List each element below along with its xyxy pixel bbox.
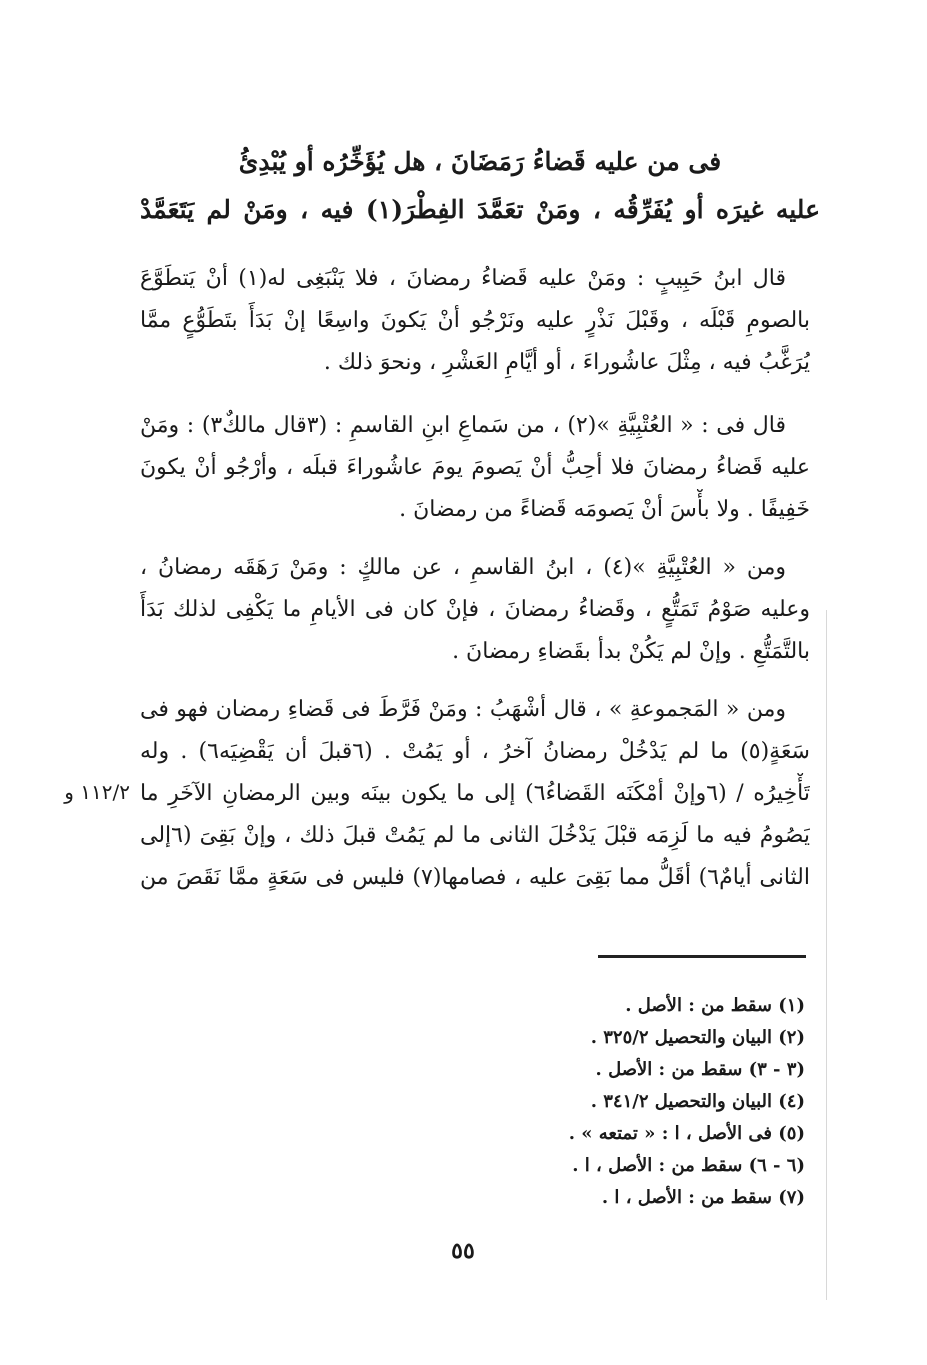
text-line: عليه قَضاءُ رمضانَ فلا أحِبُّ أنْ يَصومَ يومَ عاشُوراءَ قبلَه ، وأرْجُو أنْ يكونَ bbox=[140, 455, 810, 480]
footnote-item: (٤) البيان والتحصيل ٣٤١/٢ . bbox=[590, 1091, 805, 1112]
chapter-heading-line-2: عليه غيرَه أو يُفَرِّقُه ، ومَنْ تعَمَّدَ الفِطْرَ(١) فيه ، ومَنْ لم يَتَعَمَّدْ bbox=[140, 195, 820, 224]
paragraph-1 bbox=[140, 258, 810, 384]
text-line: تَأْخِيرُه / (٦وإنْ أمْكَنَه القَضاءُ٦) إلى ما يكون بينَه وبين الرمضانِ الآخَرِ ما bbox=[140, 781, 810, 806]
text-line: ومن « المَجموعةِ » ، قال أشْهَبُ : ومَنْ فَرَّطَ فى قَضاءِ رمضان فهو فى bbox=[140, 697, 786, 722]
text-line: الثانى أيامٌ٦) أقَلُّ مما بَقِىَ عليه ، فصامها(٧) فليس فى سَعَةٍ ممَّا نَقَصَ من bbox=[140, 865, 810, 890]
paragraph-2 bbox=[140, 405, 810, 531]
paragraph-3 bbox=[140, 547, 810, 673]
manuscript-folio-reference: ١١٢/٢ و bbox=[64, 780, 130, 804]
text-line: قال فى : « العُتْبِيَّةِ »(٢) ، من سَماعِ ابنِ القاسمِ : (٣قال مالكٌ٣) : ومَنْ bbox=[140, 413, 786, 438]
footnote-item: (٥) فى الأصل ، ا : « تمتعه » . bbox=[568, 1123, 805, 1144]
page-edge-line bbox=[826, 610, 827, 1300]
paragraph-4 bbox=[140, 689, 810, 899]
footnote-item: (٦ - ٦) سقط من : الأصل ، ا . bbox=[572, 1155, 805, 1176]
footnote-item: (١) سقط من : الأصل . bbox=[625, 995, 805, 1016]
footnote-item: (٢) البيان والتحصيل ٣٢٥/٢ . bbox=[590, 1027, 805, 1048]
text-line: قال ابنُ حَبِيبٍ : ومَنْ عليه قَضاءُ رمضانَ ، فلا يَنْبَغِى له(١) أنْ يَتطَوَّعَ bbox=[140, 266, 786, 291]
text-line: وعليه صَوْمُ تَمَتُّعٍ ، وقَضاءُ رمضانَ ، فإنْ كان فى الأيامِ ما يَكْفِى لذلك بَدَأَ bbox=[140, 597, 810, 622]
page-number: ٥٥ bbox=[451, 1238, 475, 1264]
footnote-item: (٧) سقط من : الأصل ، ا . bbox=[601, 1187, 805, 1208]
footnotes bbox=[440, 990, 805, 1214]
chapter-heading-line-1: فى من عليه قَضاءُ رَمَضَانَ ، هل يُؤَخِّرُه أو يُبْدِئُ bbox=[238, 147, 722, 176]
text-line: ومن « العُتْبِيَّةِ »(٤) ، ابنُ القاسمِ ، عن مالكٍ : ومَنْ رَهَقَه رمضانُ ، bbox=[140, 555, 787, 580]
text-line: بالتَّمَتُّعِ . وإنْ لم يَكُنْ بدأ بقَضاءِ رمضانَ . bbox=[452, 639, 810, 664]
text-line: يُرَغَّبُ فيه ، مِثْلَ عاشُوراءَ ، أو أيَّامِ العَشْرِ ، ونحوَ ذلك . bbox=[323, 350, 810, 375]
text-line: سَعَةٍ(٥) ما لم يَدْخُلْ رمضانُ آخرُ ، أو يَمُتْ . (٦قبلَ أن يَقْضِيَه٦) . وله bbox=[140, 739, 810, 764]
text-line: يَصُومُ فيه ما لَزِمَه قبْلَ يَدْخُلَ الثانى ما لم يَمُتْ قبلَ ذلك ، وإنْ بَقِىَ (٦إلى bbox=[140, 823, 810, 848]
footnote-item: (٣ - ٣) سقط من : الأصل . bbox=[595, 1059, 805, 1080]
text-line: بالصومِ قَبْلَه ، وقَبْلَ نَذْرٍ عليه ونَرْجُو أنْ يَكونَ واسِعًا إنْ بَدَأَ بتَطَوُّعٍ ممَّا bbox=[140, 308, 810, 333]
footnote-separator bbox=[598, 955, 806, 958]
text-line: خَفِيفًا . ولا بأْسَ أنْ يَصومَه قَضاءً من رمضانَ . bbox=[399, 497, 810, 522]
